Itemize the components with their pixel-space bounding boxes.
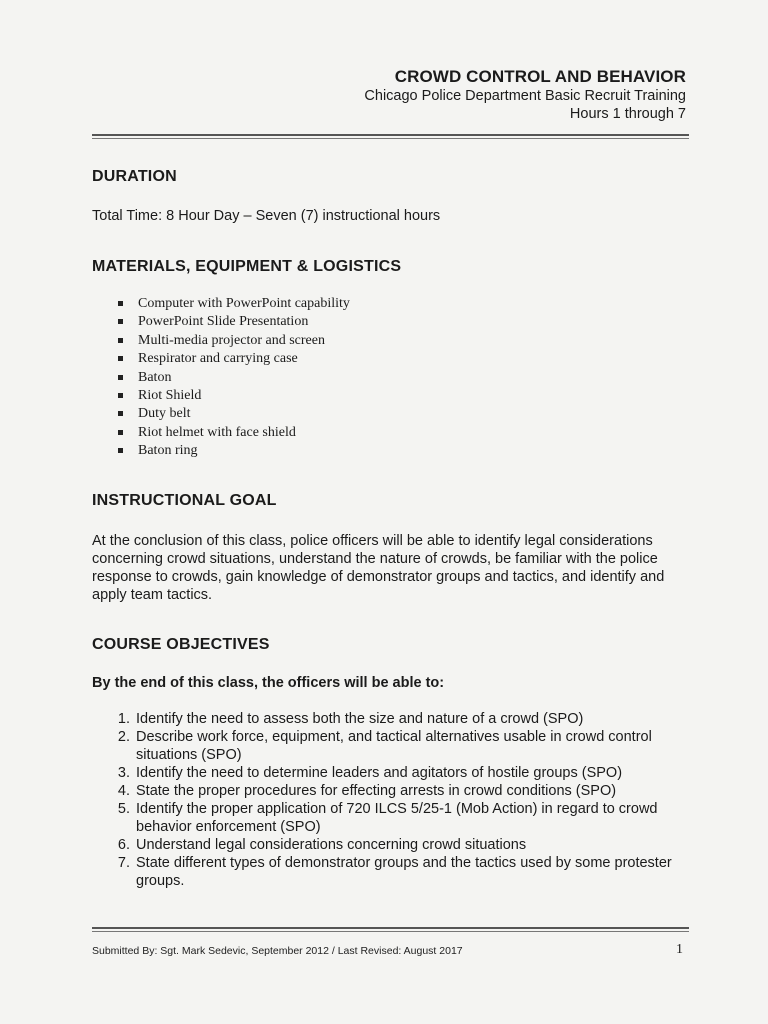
duration-section <box>92 168 440 225</box>
list-item: Multi-media projector and screen <box>118 332 350 350</box>
list-item: Computer with PowerPoint capability <box>118 295 350 313</box>
objective-text: State the proper procedures for effecting arrests in crowd conditions (SPO) <box>136 783 617 799</box>
objective-text: Describe work force, equipment, and tactical alternatives usable in crowd control situations (SPO) <box>136 729 652 763</box>
objective-text: Identify the need to determine leaders and agitators of hostile groups (SPO) <box>136 765 623 781</box>
list-item: Baton <box>118 369 350 387</box>
list-item: Duty belt <box>118 405 350 423</box>
objectives-heading: COURSE OBJECTIVES <box>92 636 270 653</box>
list-number: 5. <box>117 801 130 817</box>
duration-text: Total Time: 8 Hour Day – Seven (7) instructional hours <box>92 208 441 224</box>
objectives-section <box>92 636 270 654</box>
objectives-intro: By the end of this class, the officers will be able to: <box>92 675 445 691</box>
footer-divider <box>92 927 689 932</box>
objectives-list <box>104 710 694 890</box>
list-item <box>104 836 694 854</box>
list-item: Respirator and carrying case <box>118 350 350 368</box>
goal-section <box>92 492 277 510</box>
list-number: 7. <box>117 855 130 871</box>
document-header <box>364 67 686 123</box>
list-number: 6. <box>117 837 130 853</box>
document-subtitle: Chicago Police Department Basic Recruit Training <box>364 88 686 104</box>
materials-list <box>118 295 350 461</box>
list-item <box>104 764 694 782</box>
materials-heading: MATERIALS, EQUIPMENT & LOGISTICS <box>92 258 402 275</box>
list-item <box>104 854 694 890</box>
list-item <box>104 728 694 764</box>
list-item: Baton ring <box>118 442 350 460</box>
page-number: 1 <box>676 942 683 957</box>
list-number: 3. <box>117 765 130 781</box>
footer-submitted: Submitted By: Sgt. Mark Sedevic, September 2012 / Last Revised: August 2017 <box>92 945 463 957</box>
document-hours: Hours 1 through 7 <box>569 106 686 122</box>
objective-text: State different types of demonstrator groups and the tactics used by some protester groups. <box>136 855 672 889</box>
goal-heading: INSTRUCTIONAL GOAL <box>92 492 277 509</box>
document-title: CROWD CONTROL AND BEHAVIOR <box>394 67 686 86</box>
list-item: PowerPoint Slide Presentation <box>118 313 350 331</box>
list-item <box>104 710 694 728</box>
list-number: 1. <box>117 711 130 727</box>
list-item <box>104 782 694 800</box>
list-number: 2. <box>117 729 130 745</box>
objective-text: Identify the need to assess both the size and nature of a crowd (SPO) <box>136 711 584 727</box>
list-item <box>104 800 694 836</box>
objective-text: Understand legal considerations concerning crowd situations <box>136 837 527 853</box>
materials-section <box>92 258 401 276</box>
list-item: Riot Shield <box>118 387 350 405</box>
list-number: 4. <box>117 783 130 799</box>
objective-text: Identify the proper application of 720 ILCS 5/25-1 (Mob Action) in regard to crowd behavior enforcement (SPO) <box>136 801 658 835</box>
list-item: Riot helmet with face shield <box>118 424 350 442</box>
duration-heading: DURATION <box>92 168 177 185</box>
header-divider <box>92 134 689 139</box>
goal-text: At the conclusion of this class, police officers will be able to identify legal considerations concerning crowd situations, understand the nature of crowds, be familiar with the police response to crowds, gain knowledge of demonstrator groups and tactics, and identify and apply team tactics. <box>92 533 665 603</box>
